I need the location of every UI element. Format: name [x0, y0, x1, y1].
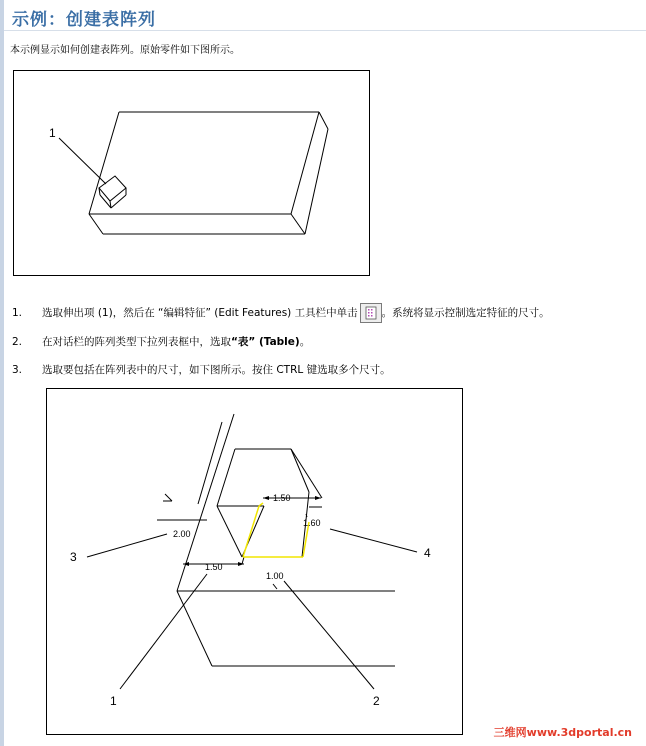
figure-original-part	[13, 70, 370, 276]
intro-text: 本示例显示如何创建表阵列。原始零件如下图所示。	[10, 45, 240, 56]
title-divider	[4, 30, 646, 31]
dim-1-60[interactable]: 1.60	[303, 518, 321, 528]
figure-dimension-selection	[46, 388, 463, 735]
dim-1-00[interactable]: 1.00	[266, 571, 284, 581]
callout-1: 1	[110, 694, 117, 708]
callout-1: 1	[49, 126, 56, 140]
part-drawing	[14, 71, 371, 277]
dim-1-50-left[interactable]: 1.50	[205, 562, 223, 572]
step-2: 2. 在对话栏的阵列类型下拉列表框中，选取“表” (Table)。	[12, 336, 311, 348]
dim-2-00[interactable]: 2.00	[173, 529, 191, 539]
step-3: 3. 选取要包括在阵列表中的尺寸，如下图所示。按住 CTRL 键选取多个尺寸。	[12, 364, 391, 376]
callout-2: 2	[373, 694, 380, 708]
selected-dimension-highlight	[243, 503, 309, 557]
callout-4: 4	[424, 546, 431, 560]
left-border	[0, 0, 4, 746]
table-pattern-icon[interactable]	[360, 303, 382, 323]
grid-glyph	[361, 304, 381, 322]
dim-1-50-top[interactable]: 1.50	[273, 493, 291, 503]
step-1: 1. 选取伸出项 (1)，然后在 “编辑特征” (Edit Features) 工具栏中单击 。系统将显示控制选定特征的尺寸。	[12, 303, 550, 323]
callout-3: 3	[70, 550, 77, 564]
page-title: 示例：创建表阵列	[12, 10, 156, 30]
site-watermark: 三维网www.3dportal.cn	[493, 726, 632, 739]
dimension-drawing	[47, 389, 464, 736]
